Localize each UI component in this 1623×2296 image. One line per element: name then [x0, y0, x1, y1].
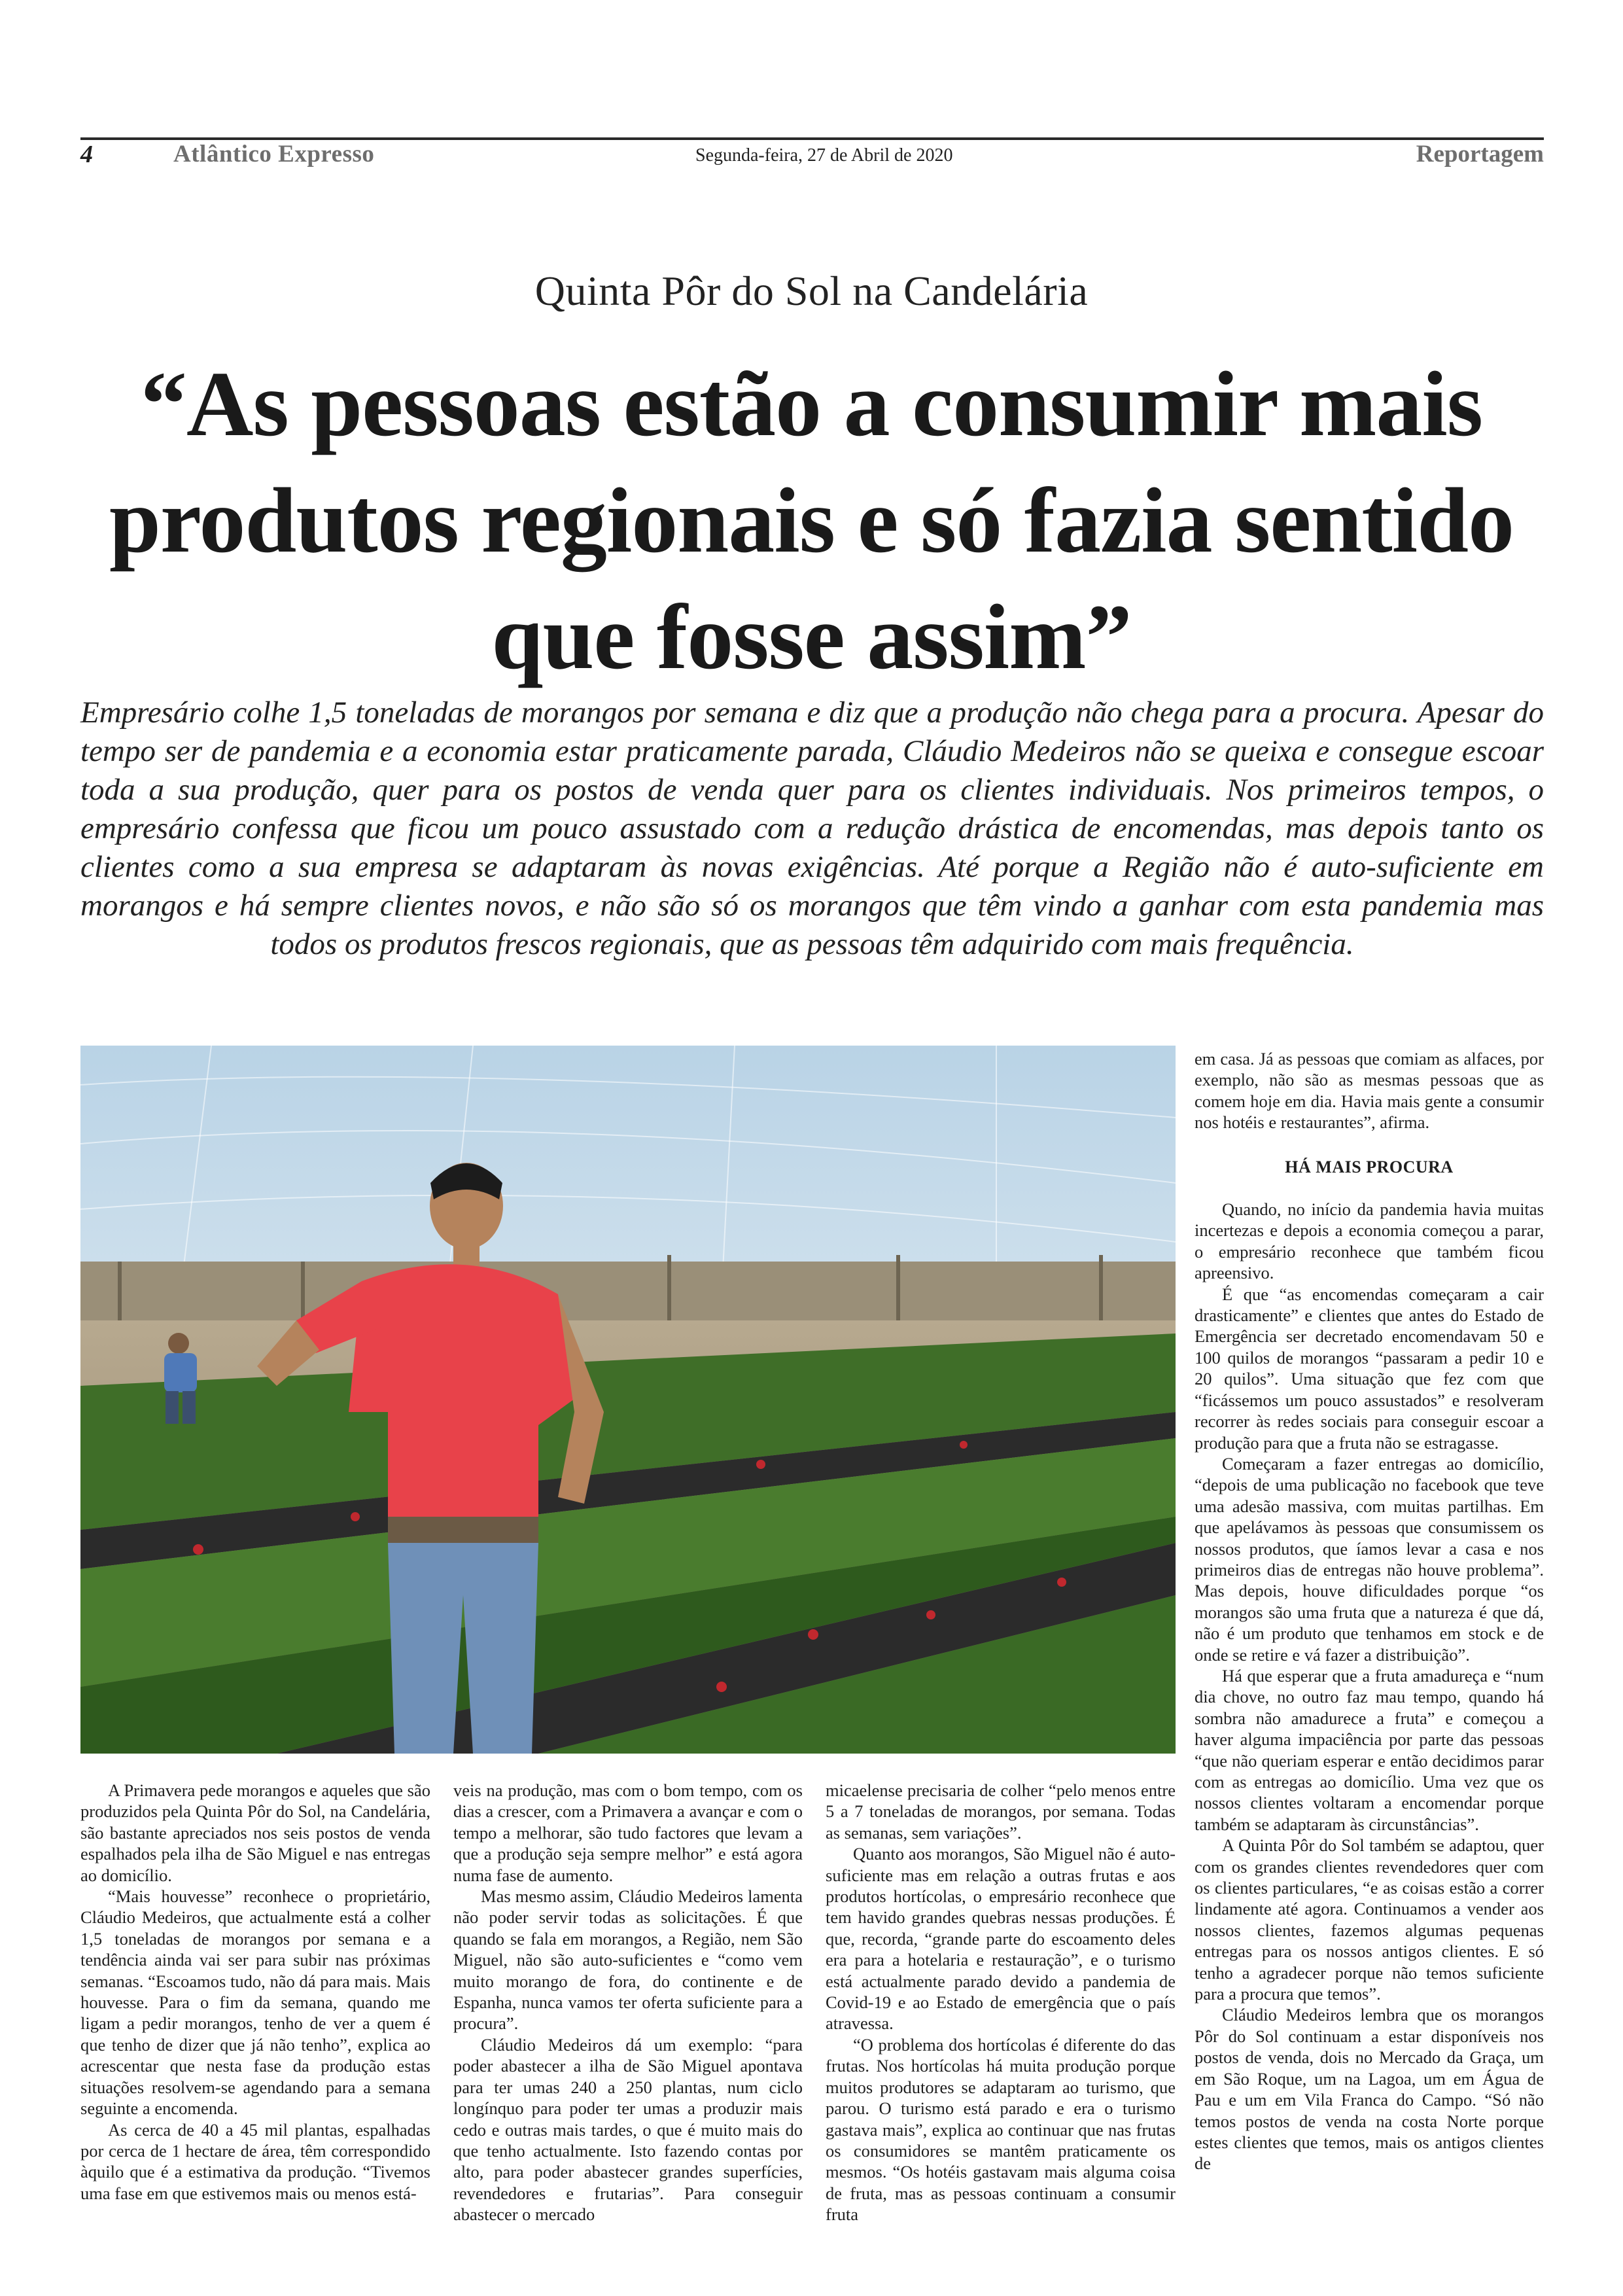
article-column-2 [453, 1780, 803, 2225]
paragraph: Cláudio Medeiros dá um exemplo: “para poder abastecer a ilha de São Miguel apontava para ter umas 240 a 250 plantas, num ciclo longínquo para poder ter umas a produzir mais cedo e outras mais tardes, o que é muito mais do que tenho actualmente. Isto fazendo contas por alto, para poder abastecer grandes superfícies, revendedores e frutarias”. Para conseguir abastecer o mercado [453, 2034, 803, 2225]
article-column-1 [80, 1780, 430, 2204]
section-name: Reportagem [1416, 141, 1544, 168]
paragraph: Quando, no início da pandemia havia muitas incertezas e depois a economia começou a parar, o empresário reconhece que também ficou apreensivo. [1195, 1199, 1544, 1283]
article-kicker: Quinta Pôr do Sol na Candelária [534, 268, 1089, 314]
paragraph: “O problema dos hortícolas é diferente do das frutas. Nos hortícolas há muita produção porque muitos produtores se adaptaram ao turismo, que parou. O turismo está parado e era o turismo gastava mais”, explica ao continuar que nas frutas os consumidores se mantêm praticamente os mesmos. “Os hotéis gastavam mais alguma coisa de fruta, mas as pessoas continuam a consumir fruta [826, 2034, 1176, 2225]
article-headline: “As pessoas estão a consumir mais produtos regionais e só fazia sentido que fosse assim” [109, 352, 1514, 688]
paragraph: Cláudio Medeiros lembra que os morangos Pôr do Sol continuam a estar disponíveis nos postos de venda, dois no Mercado da Graça, um em São Roque, um na Lagoa, um em Água de Pau e um em Vila Franca do Campo. “Só não temos postos de venda na costa Norte porque estes clientes que temos, mais os antigos clientes de [1195, 2005, 1544, 2174]
section-subhead: HÁ MAIS PROCURA [1285, 1157, 1454, 1176]
paragraph: A Quinta Pôr do Sol também se adaptou, quer com os grandes clientes revendedores quer com os clientes particulares, “e as coisas estão a correr lindamente até agora. Continuamos a vender aos nossos clientes, fazemos algumas pequenas entregas para os nossos antigos clientes. E só tenho a agradecer porque não temos suficiente para a procura que temos”. [1195, 1835, 1544, 2004]
article-lead: Empresário colhe 1,5 toneladas de morangos por semana e diz que a produção não chega para a procura. Apesar do tempo ser de pandemia e a economia estar praticamente parada, Cláudio Medeiros não se queixa e consegue escoar toda a sua produção, quer para os postos de venda quer para os clientes individuais. Nos primeiros tempos, o empresário confessa que ficou um pouco assustado com a redução drástica de encomendas, mas depois tanto os clientes como a sua empresa se adaptaram às novas exigências. Até porque a Região não é auto-suficiente em morangos e há sempre clientes novos, e não são só os morangos que têm vindo a ganhar com esta pandemia mas todos os produtos frescos regionais, que as pessoas têm adquirido com mais frequência. [80, 696, 1544, 961]
article-photo [80, 1046, 1176, 1754]
issue-date: Segunda-feira, 27 de Abril de 2020 [695, 145, 953, 166]
paragraph: Começaram a fazer entregas ao domicílio, “depois de uma publicação no facebook que teve uma adesão massiva, com muitas partilhas. Em que apelávamos às pessoas que consumissem os nossos produtos, que íamos levar a casa e nos primeiros dias de entregas não houve problema”. Mas depois, houve dificuldades porque “os morangos são uma fruta que a natureza é que dá, não é um produto que tenhamos em stock e de onde se retire e vá fazer a distribuição”. [1195, 1453, 1544, 1665]
article-column-3 [826, 1780, 1176, 2225]
article-column-4 [1195, 1048, 1544, 2174]
paragraph: em casa. Já as pessoas que comiam as alfaces, por exemplo, não são as mesmas pessoas que as comem hoje em dia. Havia mais gente a consumir nos hotéis e restaurantes”, afirma. [1195, 1049, 1544, 1133]
paragraph: Mas mesmo assim, Cláudio Medeiros lamenta não poder servir todas as solicitações. É que quando se fala em morangos, a Região, nem São Miguel, não são auto-suficientes e “como vem muito morango de fora, do continente e de Espanha, nunca vamos ter oferta suficiente para a procura”. [453, 1886, 803, 2034]
paragraph: veis na produção, mas com o bom tempo, com os dias a crescer, com a Primavera a avançar e com o tempo a melhorar, são tudo factores que levam a que a produção seja sempre melhor” e está agora numa fase de aumento. [453, 1780, 803, 1885]
paragraph: É que “as encomendas começaram a cair drasticamente” e clientes que antes do Estado de Emergência ser decretado encomendavam 50 e 100 quilos de morangos “passaram a pedir 10 e 20 quilos”. Uma situação que fez com que “ficássemos um pouco assustados” e resolveram recorrer às redes sociais para conseguir escoar a produção para que a fruta não se estragasse. [1195, 1284, 1544, 1453]
paragraph: Quanto aos morangos, São Miguel não é auto-suficiente mas em relação a outras frutas e aos produtos hortícolas, o empresário reconhece que tem havido grandes quebras nessas produções. É que, recorda, “grande parte do escoamento deles era para a hotelaria e restauração”, e o turismo está actualmente parado devido a pandemia de Covid-19 e ao Estado de emergência que o país atravessa. [826, 1844, 1176, 2034]
paragraph: micaelense precisaria de colher “pelo menos entre 5 a 7 toneladas de morangos, por semana. Todas as semanas, sem variações”. [826, 1780, 1176, 1843]
newspaper-name: Atlântico Expresso [173, 141, 375, 168]
paragraph: As cerca de 40 a 45 mil plantas, espalhadas por cerca de 1 hectare de área, têm correspondido àquilo que é a estimativa da produção. “Tivemos uma fase em que estivemos mais ou menos está- [80, 2119, 430, 2203]
paragraph: Há que esperar que a fruta amadureça e “num dia chove, no outro faz mau tempo, quando há sombra não amadurece a fruta” e começou a haver alguma impaciência por parte das pessoas “que não queriam esperar e então decidimos parar com as entregas ao domicílio. Uma vez que os nossos clientes voltaram a encomendar porque também se adaptaram às circunstâncias”. [1195, 1665, 1544, 1834]
paragraph: “Mais houvesse” reconhece o proprietário, Cláudio Medeiros, que actualmente está a colher 1,5 toneladas de morangos por semana e a tendência ainda vai ser para subir nas próximas semanas. “Escoamos tudo, não dá para mais. Mais houvesse. Para o fim da semana, quando me ligam a pedir morangos, tenho de ver a quem é que tenho de dizer que já não tenho”, explica ao acrescentar que nesta fase da produção estas situações resolvem-se agendando para a semana seguinte a encomenda. [80, 1886, 430, 2119]
paragraph: A Primavera pede morangos e aqueles que são produzidos pela Quinta Pôr do Sol, na Candelária, são bastante apreciados nos seis postos de venda espalhados pela ilha de São Miguel e nas entregas ao domicílio. [80, 1780, 430, 1885]
page-number: 4 [80, 141, 93, 168]
